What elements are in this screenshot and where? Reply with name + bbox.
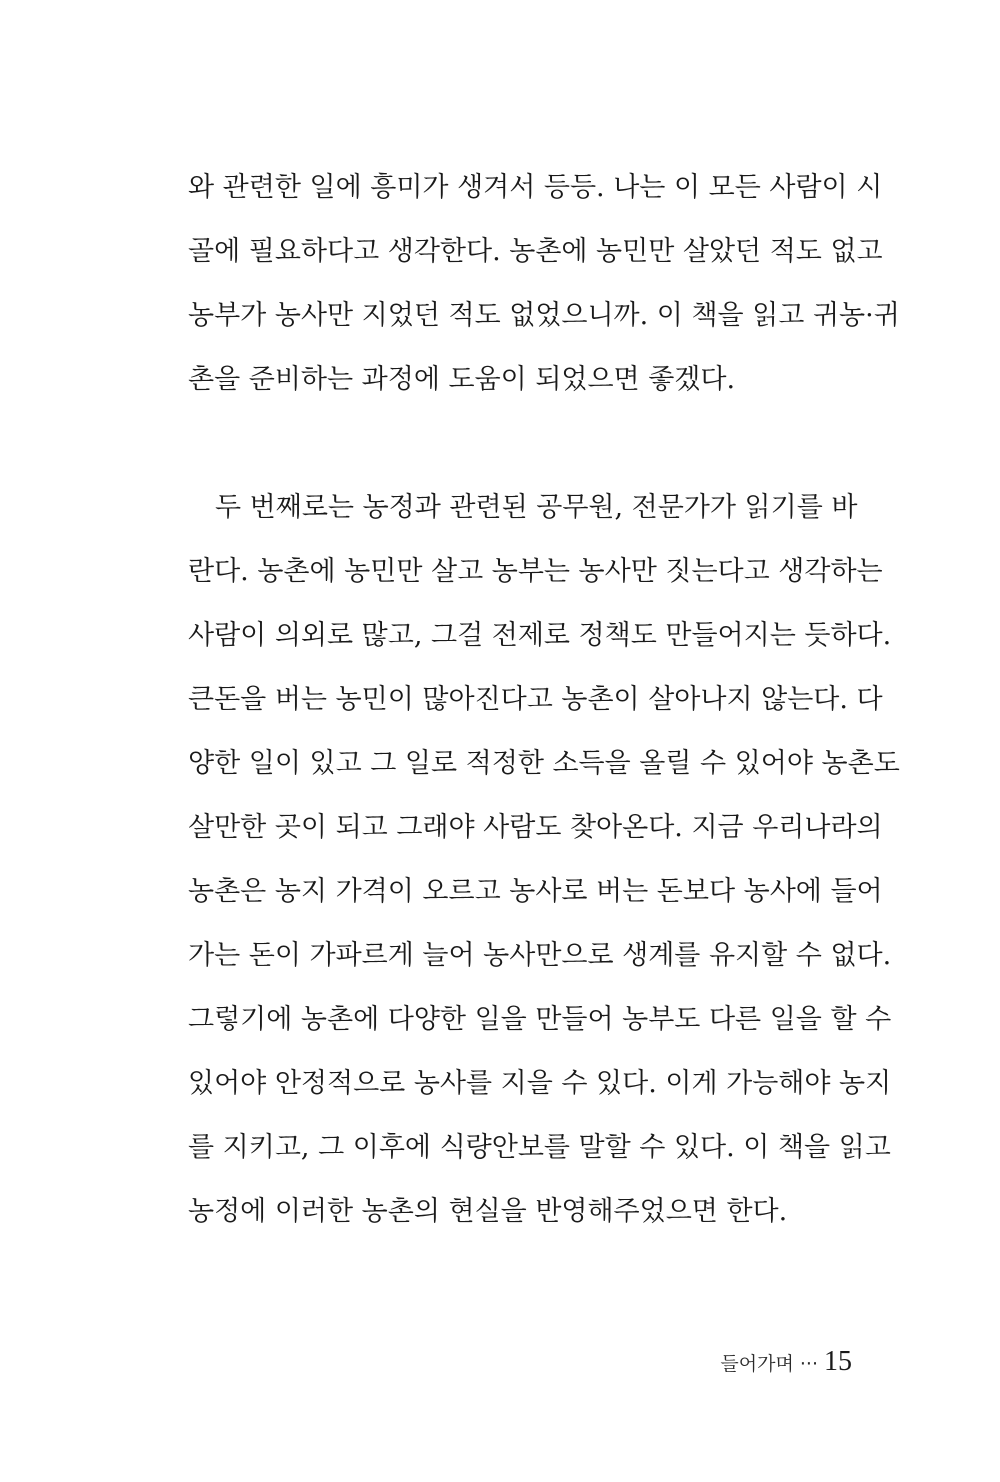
paragraph-line: 그렇기에 농촌에 다양한 일을 만들어 농부도 다른 일을 할 수 bbox=[188, 1004, 892, 1035]
paragraph-line: 사람이 의외로 많고, 그걸 전제로 정책도 만들어지는 듯하다. bbox=[188, 620, 892, 651]
paragraph-line: 골에 필요하다고 생각한다. 농촌에 농민만 살았던 적도 없고 bbox=[188, 236, 883, 267]
paragraph-line: 농촌은 농지 가격이 오르고 농사로 버는 돈보다 농사에 들어 bbox=[188, 876, 883, 907]
paragraph-line: 두 번째로는 농정과 관련된 공무원, 전문가가 읽기를 바 bbox=[215, 492, 858, 523]
page-number: 15 bbox=[824, 1346, 852, 1377]
paragraph-line: 살만한 곳이 되고 그래야 사람도 찾아온다. 지금 우리나라의 bbox=[188, 812, 883, 843]
paragraph-line: 농정에 이러한 농촌의 현실을 반영해주었으면 한다. bbox=[188, 1196, 788, 1227]
paragraph-line: 를 지키고, 그 이후에 식량안보를 말할 수 있다. 이 책을 읽고 bbox=[188, 1132, 891, 1163]
paragraph-line: 농부가 농사만 지었던 적도 없었으니까. 이 책을 읽고 귀농·귀 bbox=[188, 300, 900, 331]
page-footer bbox=[720, 1342, 852, 1382]
paragraph-line: 양한 일이 있고 그 일로 적정한 소득을 올릴 수 있어야 농촌도 bbox=[188, 748, 900, 779]
paragraph-line: 가는 돈이 가파르게 늘어 농사만으로 생계를 유지할 수 없다. bbox=[188, 940, 892, 971]
paragraph-line: 촌을 준비하는 과정에 도움이 되었으면 좋겠다. bbox=[188, 364, 736, 395]
paragraph-line: 큰돈을 버는 농민이 많아진다고 농촌이 살아나지 않는다. 다 bbox=[188, 684, 883, 715]
running-head: 들어가며 ··· bbox=[720, 1353, 818, 1375]
paragraph-1 bbox=[188, 156, 900, 412]
paragraph-line: 란다. 농촌에 농민만 살고 농부는 농사만 짓는다고 생각하는 bbox=[188, 556, 883, 587]
paragraph-line: 와 관련한 일에 흥미가 생겨서 등등. 나는 이 모든 사람이 시 bbox=[188, 172, 883, 203]
paragraph-line: 있어야 안정적으로 농사를 지을 수 있다. 이게 가능해야 농지 bbox=[188, 1068, 892, 1099]
paragraph-2 bbox=[188, 476, 900, 1244]
